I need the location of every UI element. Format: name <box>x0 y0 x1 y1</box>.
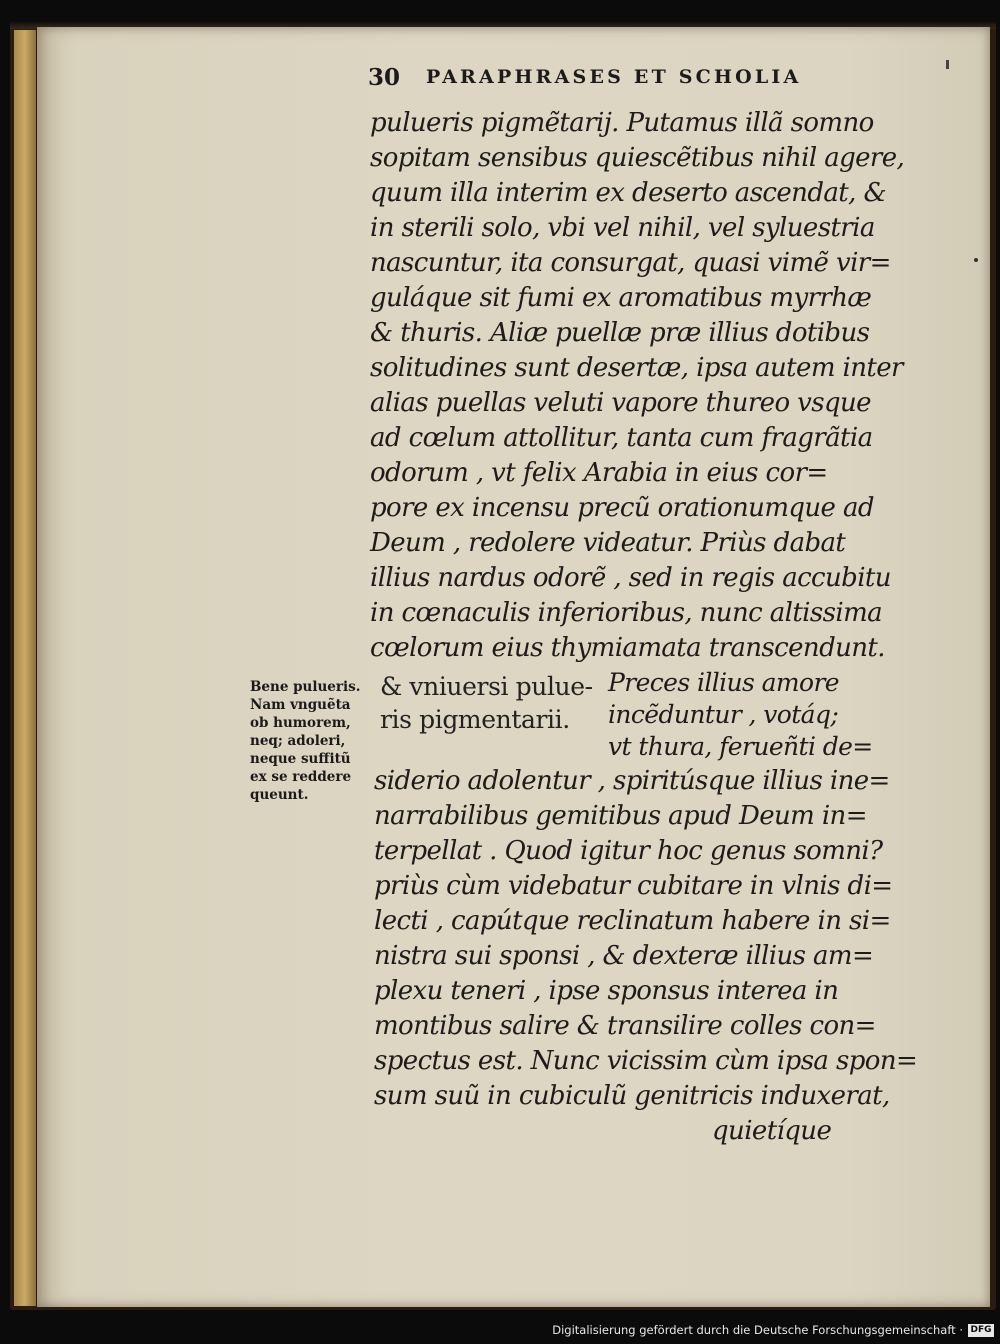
digitization-footer <box>552 1322 994 1338</box>
text-line: narrabilibus gemitibus apud Deum in= <box>374 801 867 831</box>
text-line: illius nardus odorẽ , sed in regis accubitu <box>370 563 891 593</box>
footer-text: Digitalisierung gefördert durch die Deutsche Forschungsgemeinschaft · <box>552 1323 963 1337</box>
page-number: 30 <box>368 64 401 91</box>
lemma-text <box>380 670 593 736</box>
ink-mark <box>946 60 949 69</box>
text-line: quum illa interim ex deserto ascendat, & <box>370 178 886 208</box>
text-line: Deum , redolere videatur. Priùs dabat <box>370 528 846 558</box>
marginal-line: queunt. <box>250 787 309 803</box>
marginal-line: ex se reddere <box>250 769 352 785</box>
text-line: pulueris pigmẽtarij. Putamus illã somno <box>370 108 874 138</box>
marginal-line: neq; adoleri, <box>250 733 346 749</box>
marginal-line: ob humorem, <box>250 715 351 731</box>
text-line: ad cœlum attollitur, tanta cum fragrãtia <box>370 423 873 453</box>
marginal-line: Nam vnguẽta <box>250 697 351 713</box>
ink-mark <box>974 258 978 262</box>
text-line: montibus salire & transilire colles con= <box>374 1011 876 1041</box>
marginal-note <box>250 678 374 804</box>
text-line: terpellat . Quod igitur hoc genus somni? <box>374 836 883 866</box>
text-line: cœlorum eius thymiamata transcendunt. <box>370 633 885 663</box>
text-line: Preces illius amore <box>608 668 840 697</box>
text-line: in sterili solo, vbi vel nihil, vel syluestria <box>370 213 875 243</box>
marginal-line: neque suffitũ <box>250 751 351 767</box>
text-line: lecti , capútque reclinatum habere in si= <box>374 906 891 936</box>
text-line: nascuntur, ita consurgat, quasi vimẽ vir= <box>370 248 891 278</box>
text-line: solitudines sunt desertæ, ipsa autem inter <box>370 353 903 383</box>
text-line: sopitam sensibus quiescẽtibus nihil agere, <box>370 143 905 173</box>
text-line: in cœnaculis inferioribus, nunc altissima <box>370 598 883 628</box>
text-line: plexu teneri , ipse sponsus interea in <box>374 976 839 1006</box>
dfg-logo-icon: DFG <box>968 1324 994 1337</box>
text-line: alias puellas veluti vapore thureo vsque <box>370 388 871 418</box>
lemma-line: & vniuersi pulue- <box>380 672 593 701</box>
text-line: vt thura, ferueñti de= <box>608 732 873 761</box>
running-head <box>368 62 828 96</box>
text-line: siderio adolentur , spiritúsque illius ine= <box>374 766 890 796</box>
text-line: spectus est. Nunc vicissim cùm ipsa spon= <box>374 1046 918 1076</box>
text-line: guláque sit fumi ex aromatibus myrrhæ <box>370 283 872 313</box>
page-gilt-edge <box>14 30 36 1306</box>
text-line: incẽduntur , votáq; <box>608 700 839 729</box>
text-line: sum suũ in cubiculũ genitricis induxerat, <box>374 1081 890 1111</box>
text-line: priùs cùm videbatur cubitare in vlnis di= <box>374 871 893 901</box>
lemma-line: ris pigmentarii. <box>380 705 570 734</box>
text-line: odorum , vt felix Arabia in eius cor= <box>370 458 828 488</box>
text-line: nistra sui sponsi , & dexteræ illius am= <box>374 941 874 971</box>
marginal-line: Bene pulueris. <box>250 679 361 695</box>
text-line: pore ex incensu precũ orationumque ad <box>370 493 874 523</box>
running-title: PARAPHRASES ET SCHOLIA <box>426 66 802 88</box>
catchword: quietíque <box>712 1116 832 1146</box>
text-line: & thuris. Aliæ puellæ præ illius dotibus <box>370 318 870 348</box>
